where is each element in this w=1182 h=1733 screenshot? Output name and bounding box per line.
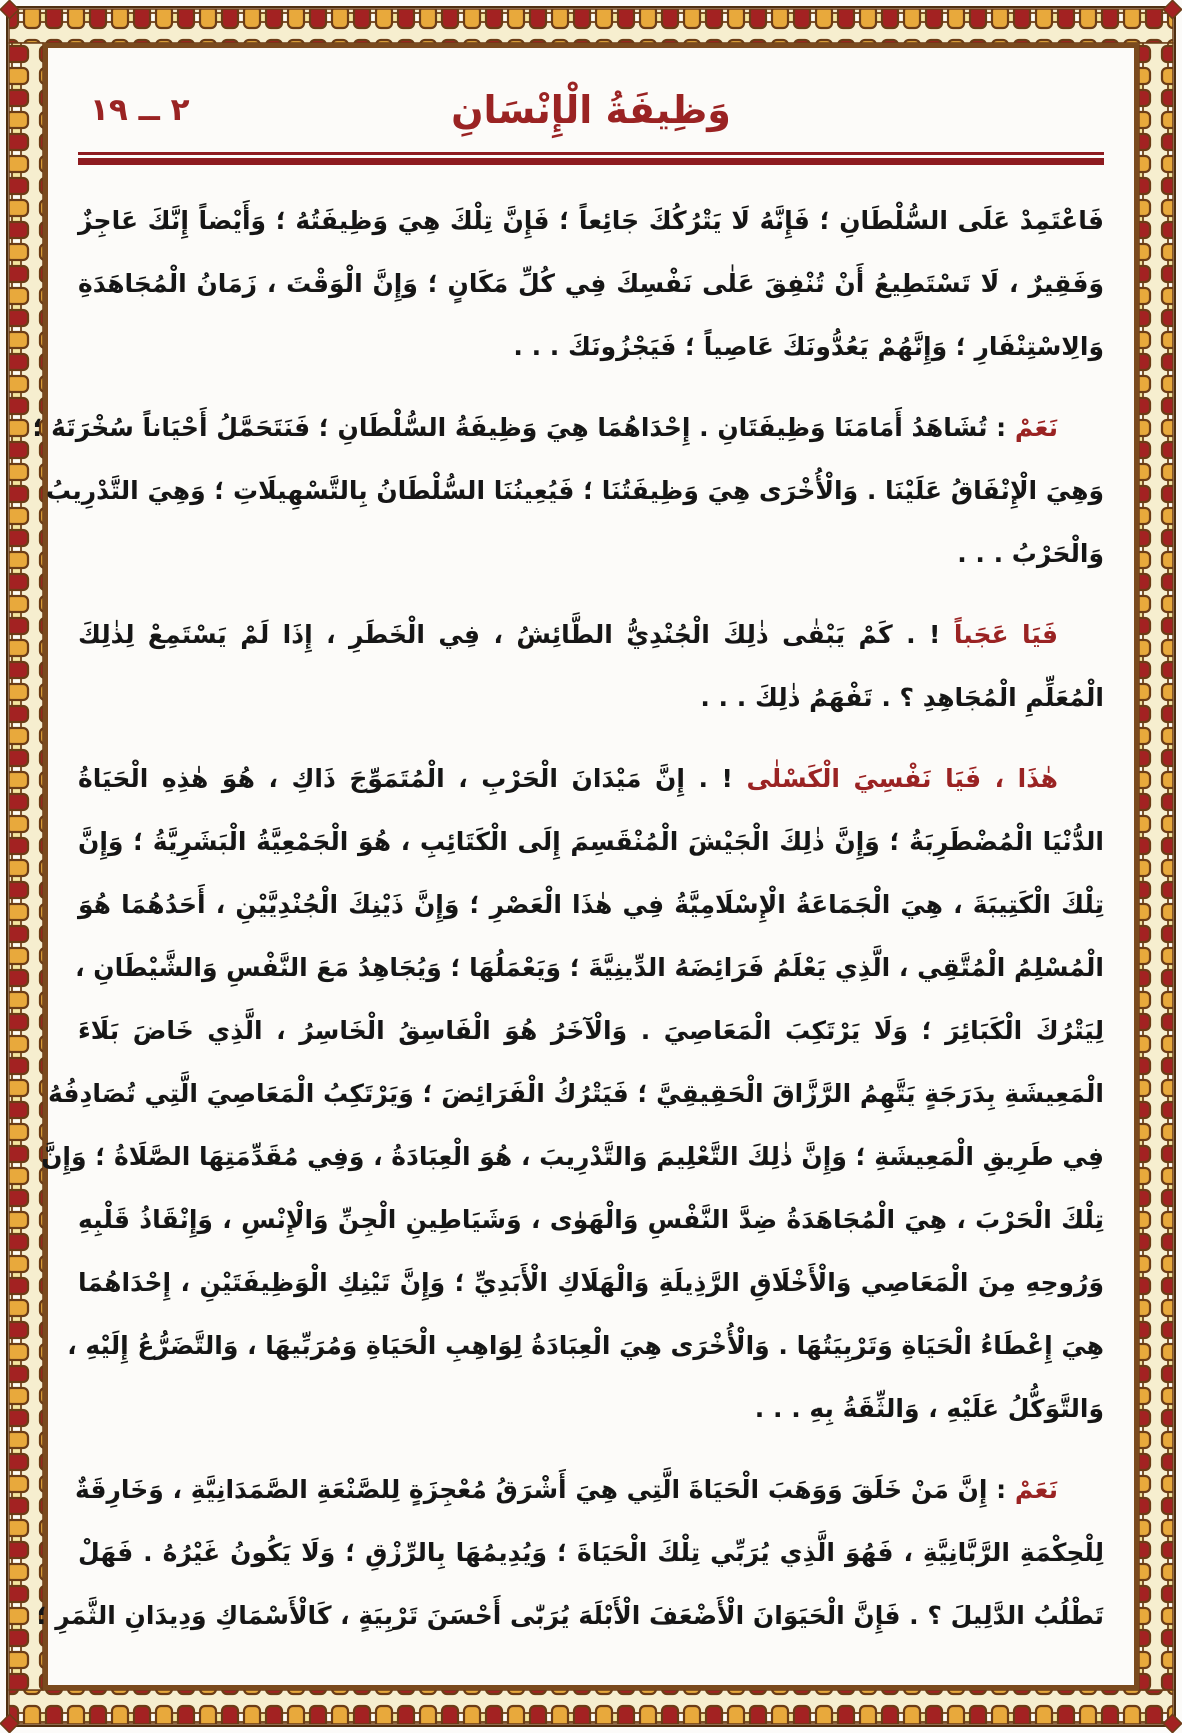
paragraph-3 bbox=[78, 603, 1104, 729]
page-header bbox=[78, 76, 1104, 144]
text-line: الْمَعِيشَةِ بِدَرَجَةٍ يَتَّهِمُ الرَّزَّاقَ الْحَقِيقِيَّ ؛ فَيَتْرُكُ الْفَرَائِضَ ؛ وَيَرْتَكِبُ الْمَعَاصِيَ الَّتِي تُصَادِفُهُ bbox=[47, 1079, 1104, 1108]
text-line: الْمُعَلِّمِ الْمُجَاهِدِ ؟ . تَفْهَمُ ذٰلِكَ . . . bbox=[700, 683, 1104, 712]
paragraph-2 bbox=[32, 396, 1104, 585]
text-line: وَالِاسْتِنْفَارِ ؛ وَإِنَّهُمْ يَعُدُّونَكَ عَاصِياً ؛ فَيَجْزُونَكَ . . . bbox=[513, 332, 1104, 361]
text-line: وَالتَّوَكُّلُ عَلَيْهِ ، وَالثِّقَةُ بِهِ . . . bbox=[754, 1394, 1104, 1423]
title-rule-thin-line bbox=[78, 152, 1104, 155]
page-number: ٢ ــ ١٩ bbox=[90, 92, 190, 128]
text-line: نَعَمْ : إِنَّ مَنْ خَلَقَ وَوَهَبَ الْحَيَاةَ الَّتِي هِيَ أَشْرَقُ مُعْجِزَةٍ لِلصَّنْعَةِ الصَّمَدَانِيَّةِ ، وَخَارِقَةٌ bbox=[74, 1475, 1058, 1504]
text-line: هِيَ إِعْطَاءُ الْحَيَاةِ وَتَرْبِيَتُهَا . وَالْأُخْرَى هِيَ الْعِبَادَةُ لِوَاهِبِ الْحَيَاةِ وَمُرَبِّيهَا ، وَالتَّضَرُّعُ إِلَيْهِ ، bbox=[67, 1331, 1104, 1360]
text-line: وَهِيَ الْإِنْفَاقُ عَلَيْنَا . وَالْأُخْرَى هِيَ وَظِيفَتُنَا ؛ فَيُعِينُنَا السُّلْطَانُ بِالتَّسْهِيلَاتِ ؛ وَهِيَ التَّدْرِيبُ bbox=[45, 476, 1104, 505]
text-line: الْمُسْلِمُ الْمُتَّقِي ، الَّذِي يَعْلَمُ فَرَائِضَهُ الدِّينِيَّةَ ؛ وَيَعْمَلُهَا ؛ وَيُجَاهِدُ مَعَ النَّفْسِ وَالشَّيْطَانِ ، bbox=[75, 953, 1104, 982]
body-text bbox=[32, 189, 1104, 1647]
text-line: نَعَمْ : تُشَاهَدُ أَمَامَنَا وَظِيفَتَانِ . إِحْدَاهُمَا هِيَ وَظِيفَةُ السُّلْطَانِ ؛ فَنَتَحَمَّلُ أَحْيَاناً سُخْرَتَهُ ؛ bbox=[32, 413, 1058, 442]
title-rule bbox=[78, 152, 1104, 165]
text-line: تِلْكَ الْحَرْبَ ، هِيَ الْمُجَاهَدَةُ ضِدَّ النَّفْسِ وَالْهَوٰى ، وَشَيَاطِينِ الْجِنِّ وَالْإِنْسِ ، وَإِنْقَاذُ قَلْبِهِ bbox=[78, 1205, 1104, 1234]
paragraph-4 bbox=[41, 747, 1104, 1440]
text-line: لِلْحِكْمَةِ الرَّبَّانِيَّةِ ، فَهُوَ الَّذِي يُرَبِّي تِلْكَ الْحَيَاةَ ؛ وَيُدِيمُهَا بِالرِّزْقِ ؛ وَلَا يَكُونُ غَيْرُهُ . فَهَلْ bbox=[78, 1538, 1104, 1567]
paragraph-lead: فَيَا عَجَباً bbox=[953, 620, 1058, 649]
text-line: فَيَا عَجَباً ! . كَمْ يَبْقٰى ذٰلِكَ الْجُنْدِيُّ الطَّائِشُ ، فِي الْخَطَرِ ، إِذَا لَمْ يَسْتَمِعْ لِذٰلِكَ bbox=[78, 620, 1058, 649]
page-title: وَظِيفَةُ الْإِنْسَانِ bbox=[451, 88, 731, 132]
page-content bbox=[32, 50, 1132, 1683]
paragraph-lead: نَعَمْ bbox=[1014, 1475, 1058, 1504]
paragraph-lead: هٰذَا ، فَيَا نَفْسِيَ الْكَسْلٰى bbox=[746, 764, 1058, 793]
text-line: وَرُوحِهِ مِنَ الْمَعَاصِي وَالْأَخْلَاقِ الرَّذِيلَةِ وَالْهَلَاكِ الْأَبَدِيِّ ؛ وَإِنَّ تَيْنِكِ الْوَظِيفَتَيْنِ ، إِحْدَاهُمَا bbox=[78, 1268, 1104, 1297]
text-line: الدُّنْيَا الْمُضْطَرِبَةُ ؛ وَإِنَّ ذٰلِكَ الْجَيْشَ الْمُنْقَسِمَ إِلَى الْكَتَائِبِ ، هُوَ الْجَمْعِيَّةُ الْبَشَرِيَّةُ ؛ وَإِنَّ bbox=[78, 827, 1104, 856]
paragraph-5 bbox=[36, 1458, 1104, 1647]
paragraph-1 bbox=[78, 189, 1104, 378]
text-line: وَالْحَرْبُ . . . bbox=[957, 539, 1104, 568]
text-line: لِيَتْرُكَ الْكَبَائِرَ ؛ وَلَا يَرْتَكِبَ الْمَعَاصِيَ . وَالْآخَرُ هُوَ الْفَاسِقُ الْخَاسِرُ ، الَّذِي خَاضَ بَلَاءَ bbox=[78, 1016, 1104, 1045]
text-line: تِلْكَ الْكَتِيبَةَ ، هِيَ الْجَمَاعَةُ الْإِسْلَامِيَّةُ فِي هٰذَا الْعَصْرِ ؛ وَإِنَّ ذَيْنِكَ الْجُنْدِيَّيْنِ ، أَحَدُهُمَا هُوَ bbox=[78, 890, 1104, 919]
title-rule-thick-line bbox=[78, 158, 1104, 165]
text-line: وَفَقِيرٌ ، لَا تَسْتَطِيعُ أَنْ تُنْفِقَ عَلٰى نَفْسِكَ فِي كُلِّ مَكَانٍ ؛ وَإِنَّ الْوَقْتَ ، زَمَانُ الْمُجَاهَدَةِ bbox=[78, 269, 1104, 298]
text-line: تَطْلُبُ الدَّلِيلَ ؟ . فَإِنَّ الْحَيَوَانَ الْأَضْعَفَ الْأَبْلَهَ يُرَبّٰى أَحْسَنَ تَرْبِيَةٍ ، كَالْأَسْمَاكِ وَدِيدَانِ الثَّمَرِ ؛ bbox=[36, 1601, 1104, 1630]
text-line: هٰذَا ، فَيَا نَفْسِيَ الْكَسْلٰى ! . إِنَّ مَيْدَانَ الْحَرْبِ ، الْمُتَمَوِّجَ ذَاكِ ، هُوَ هٰذِهِ الْحَيَاةُ bbox=[78, 764, 1058, 793]
text-line: فَاعْتَمِدْ عَلَى السُّلْطَانِ ؛ فَإِنَّهُ لَا يَتْرُكُكَ جَائِعاً ؛ فَإِنَّ تِلْكَ هِيَ وَظِيفَتُهُ ؛ وَأَيْضاً إِنَّكَ عَاجِزٌ bbox=[78, 206, 1104, 235]
paragraph-lead: نَعَمْ bbox=[1014, 413, 1058, 442]
text-line: فِي طَرِيقِ الْمَعِيشَةِ ؛ وَإِنَّ ذٰلِكَ التَّعْلِيمَ وَالتَّدْرِيبَ ، هُوَ الْعِبَادَةُ ، وَفِي مُقَدِّمَتِهَا الصَّلَاةُ ؛ وَإِنَّ bbox=[41, 1142, 1104, 1171]
